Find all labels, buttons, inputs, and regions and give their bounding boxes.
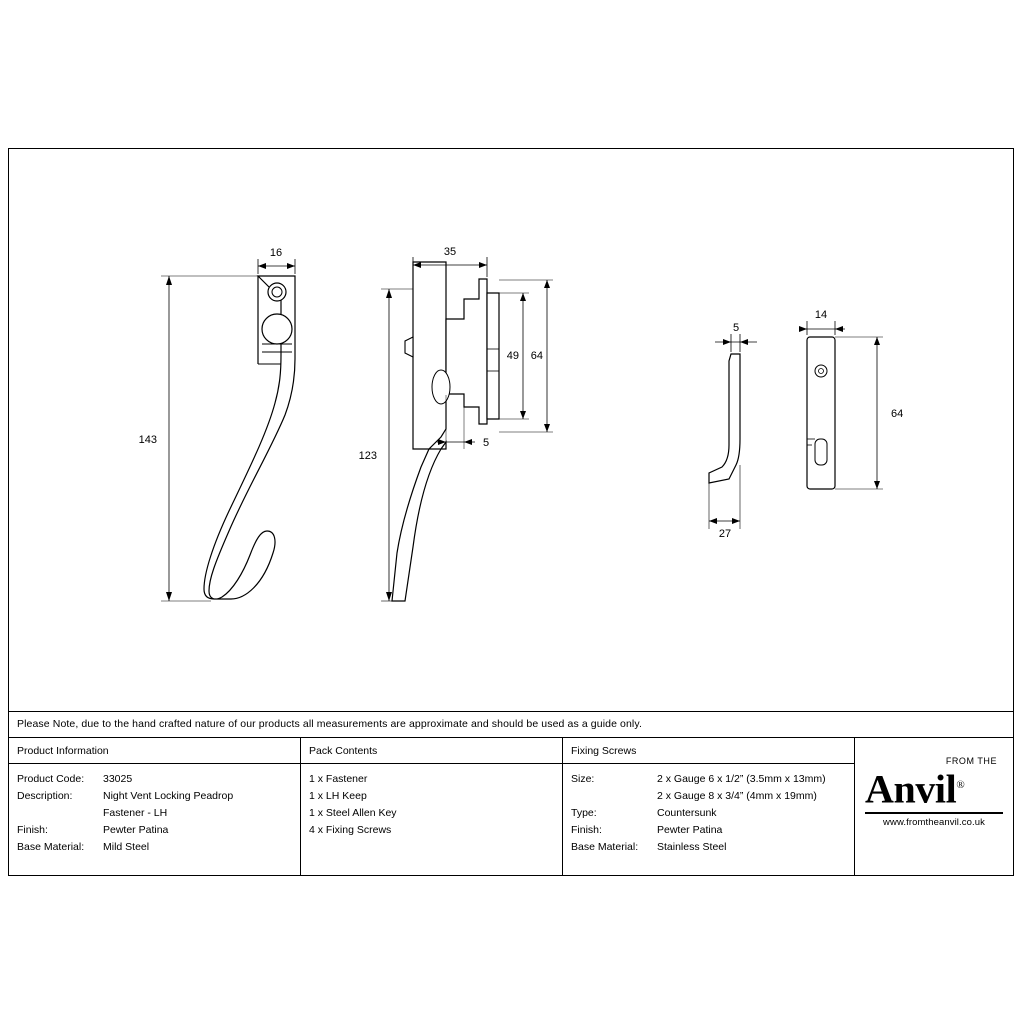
dim-keep-face-width [799, 309, 845, 335]
base-material-label: Base Material: [17, 841, 85, 853]
pack-item: 1 x Fastener [309, 773, 368, 785]
screw-finish-value: Pewter Patina [657, 824, 723, 836]
keep-face-view [807, 337, 835, 489]
pack-item: 1 x Steel Allen Key [309, 807, 397, 819]
pack-contents-heading: Pack Contents [309, 745, 378, 757]
screws-row [571, 839, 850, 856]
dim-keep-depth-label: 27 [718, 528, 732, 540]
type-value: Countersunk [657, 807, 717, 819]
dim-keep-face-height-label: 64 [891, 408, 904, 420]
product-row [17, 805, 296, 822]
info-row [9, 738, 1013, 875]
dim-front-height [139, 276, 259, 601]
product-row [17, 822, 296, 839]
product-information-heading: Product Information [17, 745, 109, 757]
logo-wordmark [865, 764, 1003, 810]
dim-keep-offset [499, 293, 529, 419]
dim-side-step-label: 5 [483, 437, 490, 449]
dim-front-width-label: 16 [269, 247, 283, 259]
registered-trademark-icon: ® [956, 779, 965, 791]
pack-contents-column [301, 738, 563, 875]
description-value-cont: Fastener - LH [103, 807, 168, 819]
product-information-column [9, 738, 301, 875]
description-label: Description: [17, 790, 73, 802]
keep-side-view [709, 354, 740, 483]
note-bar [9, 712, 1013, 738]
dim-keep-face-height [835, 337, 903, 489]
logo-top-text: FROM THE [945, 756, 997, 766]
screw-finish-label: Finish: [571, 824, 602, 836]
size-label: Size: [571, 773, 595, 785]
dim-keep-side-width-label: 5 [732, 322, 740, 334]
finish-label: Finish: [17, 824, 48, 836]
product-row [17, 839, 296, 856]
description-value: Night Vent Locking Peadrop [103, 790, 234, 802]
logo-rule [865, 812, 1003, 814]
screw-base-material-value: Stainless Steel [657, 841, 727, 853]
screws-row [571, 822, 850, 839]
screws-row [571, 771, 850, 788]
logo-url: www.fromtheanvil.co.uk [883, 817, 985, 829]
pack-contents-body [309, 771, 558, 839]
pack-item: 1 x LH Keep [309, 790, 367, 802]
side-view [392, 262, 499, 601]
screw-base-material-label: Base Material: [571, 841, 639, 853]
dim-keep-height-side-label: 64 [530, 350, 543, 362]
dim-side-width-label: 35 [443, 246, 457, 258]
technical-drawing-area [9, 149, 1013, 712]
brand-logo-column [855, 738, 1013, 875]
size-value-cont: 2 x Gauge 8 x 3/4” (4mm x 19mm) [657, 790, 817, 802]
size-value: 2 x Gauge 6 x 1/2” (3.5mm x 13mm) [657, 773, 826, 785]
divider [563, 763, 854, 764]
measurement-note: Please Note, due to the hand crafted nature of our products all measurements are approximate and should be used as a guide only. [17, 718, 642, 730]
divider [301, 763, 562, 764]
base-material-value: Mild Steel [103, 841, 150, 853]
anvil-logo [865, 756, 1003, 856]
product-code-value: 33025 [103, 773, 133, 785]
screws-row [571, 805, 850, 822]
drawing-svg [9, 149, 1013, 712]
fixing-screws-heading: Fixing Screws [571, 745, 637, 757]
spec-sheet [8, 148, 1014, 876]
divider [9, 763, 300, 764]
type-label: Type: [571, 807, 597, 819]
screws-row [571, 788, 850, 805]
fixing-screws-body [571, 771, 850, 856]
logo-wordmark-text: Anvil [865, 766, 957, 812]
dim-keep-face-width-label: 14 [814, 309, 828, 321]
product-information-body [17, 771, 296, 856]
dim-front-height-label: 143 [138, 434, 157, 446]
pack-item: 4 x Fixing Screws [309, 824, 392, 836]
front-view [204, 276, 295, 599]
dim-keep-offset-label: 49 [506, 350, 519, 362]
product-row [17, 788, 296, 805]
product-code-label: Product Code: [17, 773, 85, 785]
fixing-screws-column [563, 738, 855, 875]
finish-value: Pewter Patina [103, 824, 169, 836]
dim-front-width [258, 247, 295, 274]
dim-keep-side-width [715, 322, 757, 352]
dim-side-height-label: 123 [358, 450, 377, 462]
product-row [17, 771, 296, 788]
